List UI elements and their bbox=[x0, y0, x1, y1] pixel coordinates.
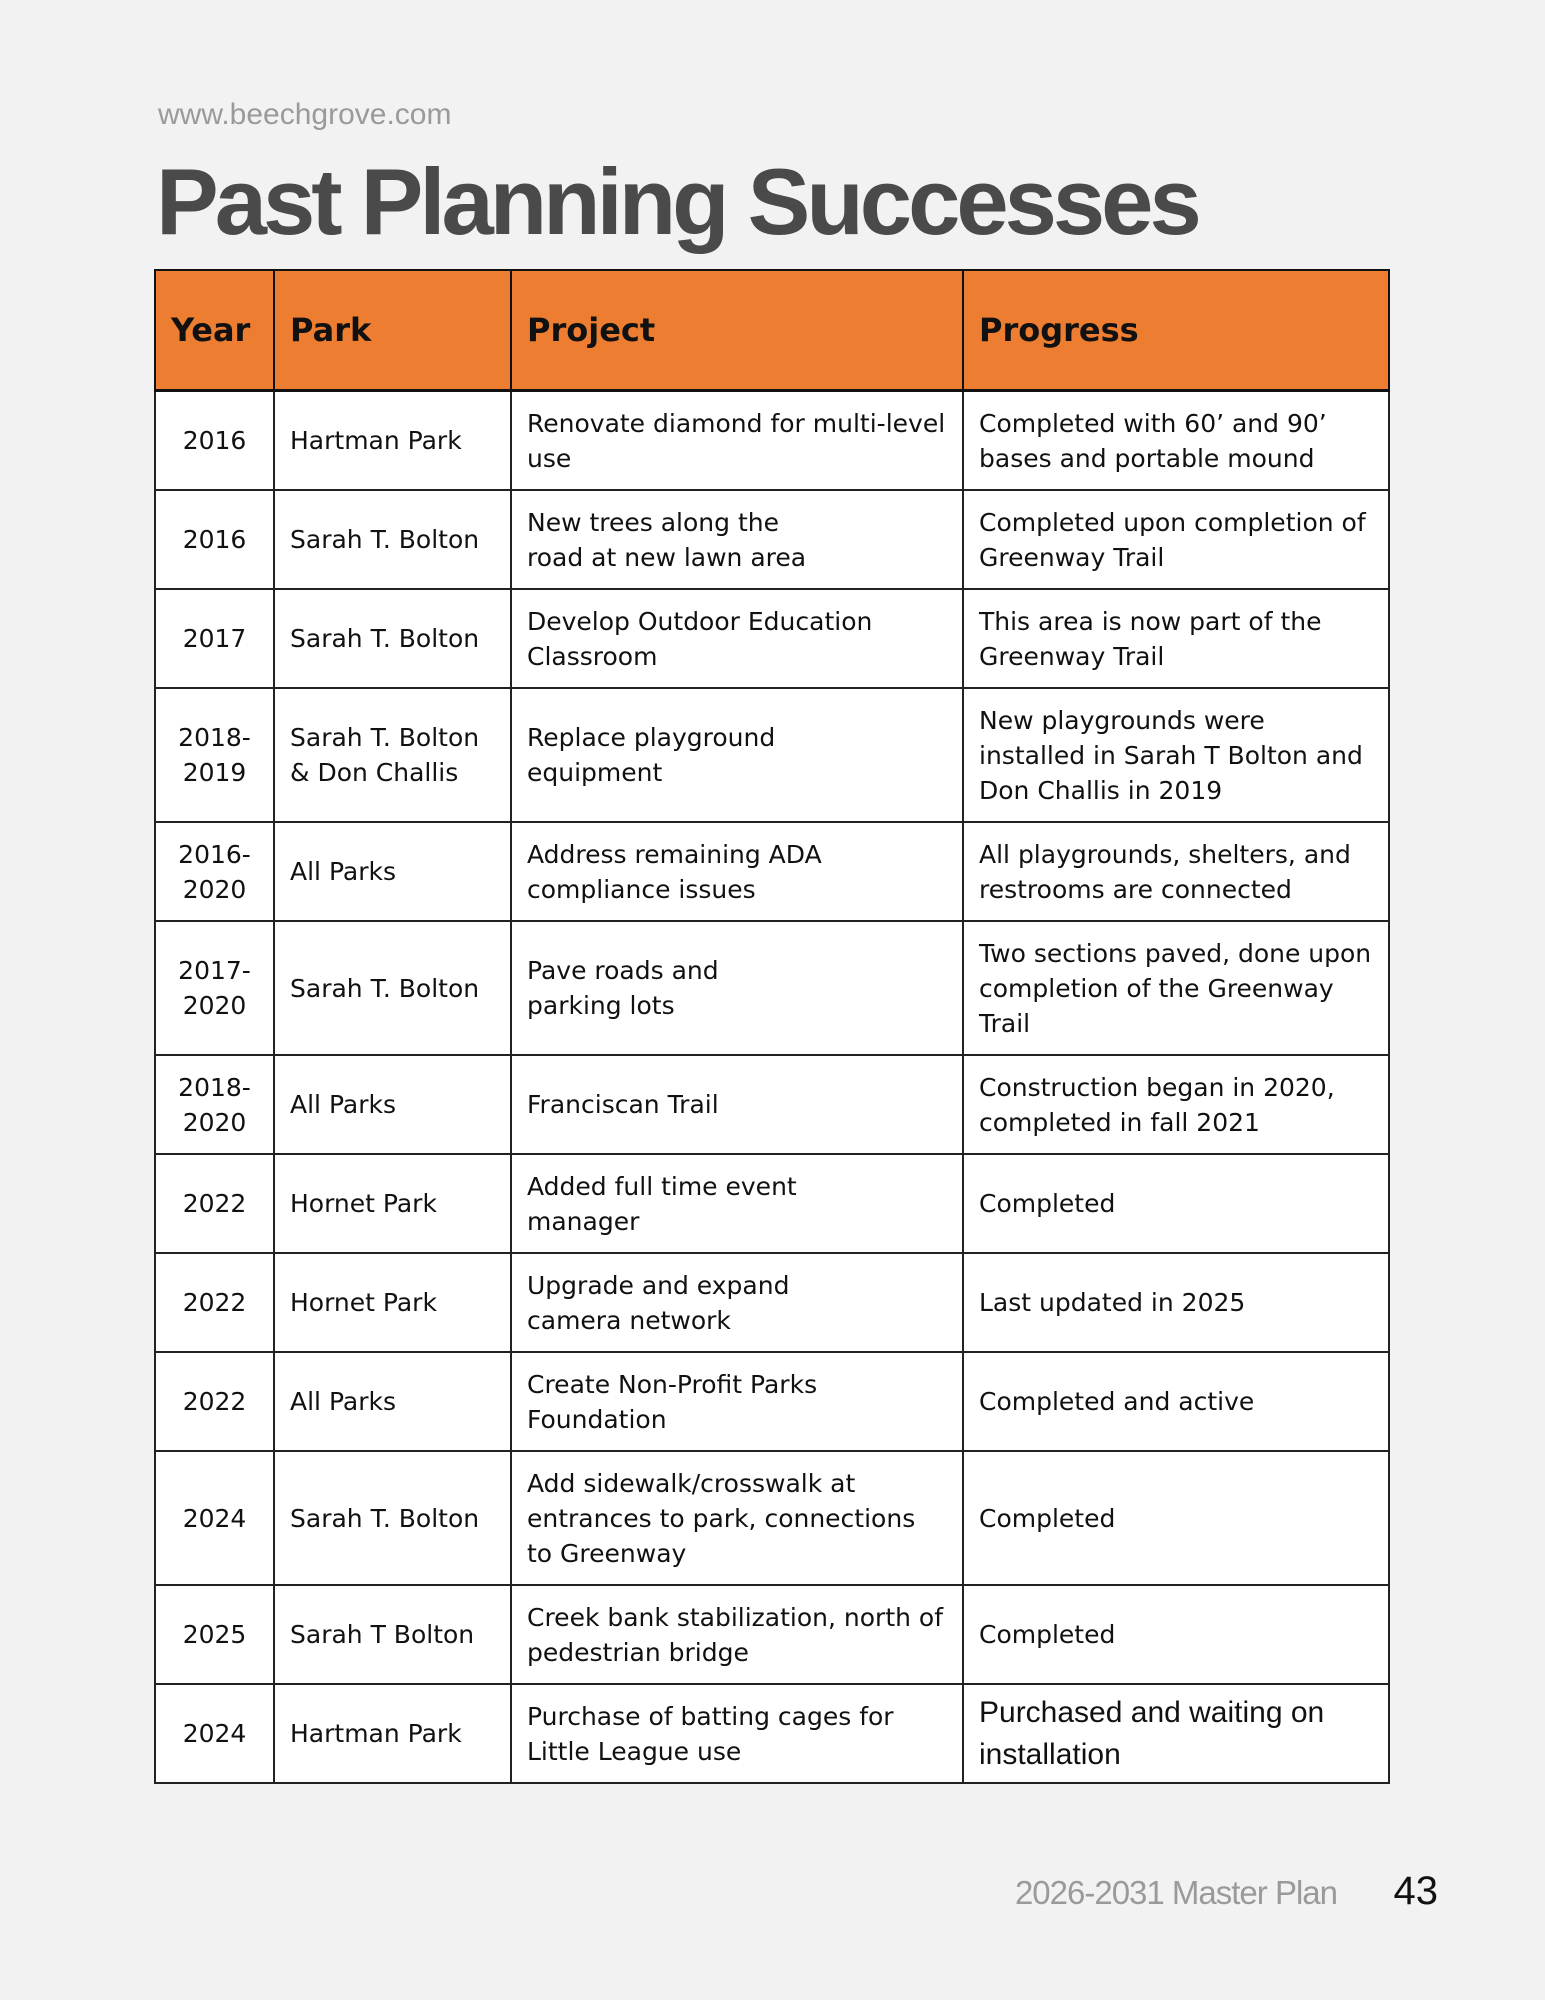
cell-year: 2016 bbox=[155, 391, 274, 491]
cell-park: Hartman Park bbox=[274, 391, 511, 491]
cell-project: Upgrade and expand camera network bbox=[511, 1253, 963, 1352]
cell-park: Sarah T. Bolton bbox=[274, 1451, 511, 1585]
cell-year: 2016- 2020 bbox=[155, 822, 274, 921]
table-row bbox=[155, 490, 1389, 589]
column-header-year: Year bbox=[155, 270, 274, 391]
cell-project: Renovate diamond for multi-level use bbox=[511, 391, 963, 491]
cell-progress: Completed bbox=[963, 1451, 1389, 1585]
column-header-project: Project bbox=[511, 270, 963, 391]
cell-park: Sarah T. Bolton bbox=[274, 490, 511, 589]
cell-progress: Last updated in 2025 bbox=[963, 1253, 1389, 1352]
table-header-row bbox=[155, 270, 1389, 391]
table-row bbox=[155, 1253, 1389, 1352]
table-row bbox=[155, 1684, 1389, 1783]
planning-successes-table bbox=[154, 269, 1390, 1784]
cell-year: 2022 bbox=[155, 1352, 274, 1451]
cell-project: New trees along the road at new lawn area bbox=[511, 490, 963, 589]
cell-progress: Two sections paved, done upon completion of the Greenway Trail bbox=[963, 921, 1389, 1055]
cell-year: 2022 bbox=[155, 1253, 274, 1352]
footer-plan-title: 2026-2031 Master Plan bbox=[1014, 1874, 1337, 1911]
cell-progress: This area is now part of the Greenway Trail bbox=[963, 589, 1389, 688]
cell-park: Hornet Park bbox=[274, 1154, 511, 1253]
cell-progress: All playgrounds, shelters, and restrooms are connected bbox=[963, 822, 1389, 921]
cell-year: 2024 bbox=[155, 1684, 274, 1783]
table-row bbox=[155, 822, 1389, 921]
column-header-park: Park bbox=[274, 270, 511, 391]
cell-project: Replace playground equipment bbox=[511, 688, 963, 822]
cell-year: 2017- 2020 bbox=[155, 921, 274, 1055]
cell-park: All Parks bbox=[274, 1055, 511, 1154]
cell-year: 2016 bbox=[155, 490, 274, 589]
table-row bbox=[155, 1055, 1389, 1154]
cell-year: 2018- 2019 bbox=[155, 688, 274, 822]
table-row bbox=[155, 1352, 1389, 1451]
cell-progress: Construction began in 2020, completed in fall 2021 bbox=[963, 1055, 1389, 1154]
table-row bbox=[155, 589, 1389, 688]
page-title: Past Planning Successes bbox=[156, 149, 1198, 254]
page-number: 43 bbox=[1393, 1869, 1438, 1913]
cell-progress: Completed and active bbox=[963, 1352, 1389, 1451]
cell-progress: Completed bbox=[963, 1585, 1389, 1684]
cell-park: Hartman Park bbox=[274, 1684, 511, 1783]
cell-project: Franciscan Trail bbox=[511, 1055, 963, 1154]
cell-park: Sarah T Bolton bbox=[274, 1585, 511, 1684]
table-row bbox=[155, 921, 1389, 1055]
cell-year: 2024 bbox=[155, 1451, 274, 1585]
cell-year: 2018- 2020 bbox=[155, 1055, 274, 1154]
cell-project: Address remaining ADA compliance issues bbox=[511, 822, 963, 921]
column-header-progress: Progress bbox=[963, 270, 1389, 391]
cell-project: Pave roads and parking lots bbox=[511, 921, 963, 1055]
cell-progress: Completed with 60’ and 90’ bases and portable mound bbox=[963, 391, 1389, 491]
cell-progress: Purchased and waiting on installation bbox=[963, 1684, 1389, 1783]
cell-year: 2017 bbox=[155, 589, 274, 688]
site-url: www.beechgrove.com bbox=[158, 98, 452, 131]
cell-year: 2022 bbox=[155, 1154, 274, 1253]
cell-park: Hornet Park bbox=[274, 1253, 511, 1352]
table-row bbox=[155, 1154, 1389, 1253]
table-row bbox=[155, 1585, 1389, 1684]
cell-park: Sarah T. Bolton & Don Challis bbox=[274, 688, 511, 822]
cell-progress: Completed upon completion of Greenway Trail bbox=[963, 490, 1389, 589]
cell-park: Sarah T. Bolton bbox=[274, 921, 511, 1055]
cell-project: Creek bank stabilization, north of pedestrian bridge bbox=[511, 1585, 963, 1684]
cell-project: Add sidewalk/crosswalk at entrances to park, connections to Greenway bbox=[511, 1451, 963, 1585]
cell-progress: New playgrounds were installed in Sarah T Bolton and Don Challis in 2019 bbox=[963, 688, 1389, 822]
table-row bbox=[155, 688, 1389, 822]
table-row bbox=[155, 391, 1389, 491]
cell-park: Sarah T. Bolton bbox=[274, 589, 511, 688]
table-row bbox=[155, 1451, 1389, 1585]
cell-project: Create Non-Profit Parks Foundation bbox=[511, 1352, 963, 1451]
cell-project: Develop Outdoor Education Classroom bbox=[511, 589, 963, 688]
cell-park: All Parks bbox=[274, 822, 511, 921]
cell-year: 2025 bbox=[155, 1585, 274, 1684]
cell-park: All Parks bbox=[274, 1352, 511, 1451]
cell-project: Purchase of batting cages for Little League use bbox=[511, 1684, 963, 1783]
cell-progress: Completed bbox=[963, 1154, 1389, 1253]
cell-project: Added full time event manager bbox=[511, 1154, 963, 1253]
